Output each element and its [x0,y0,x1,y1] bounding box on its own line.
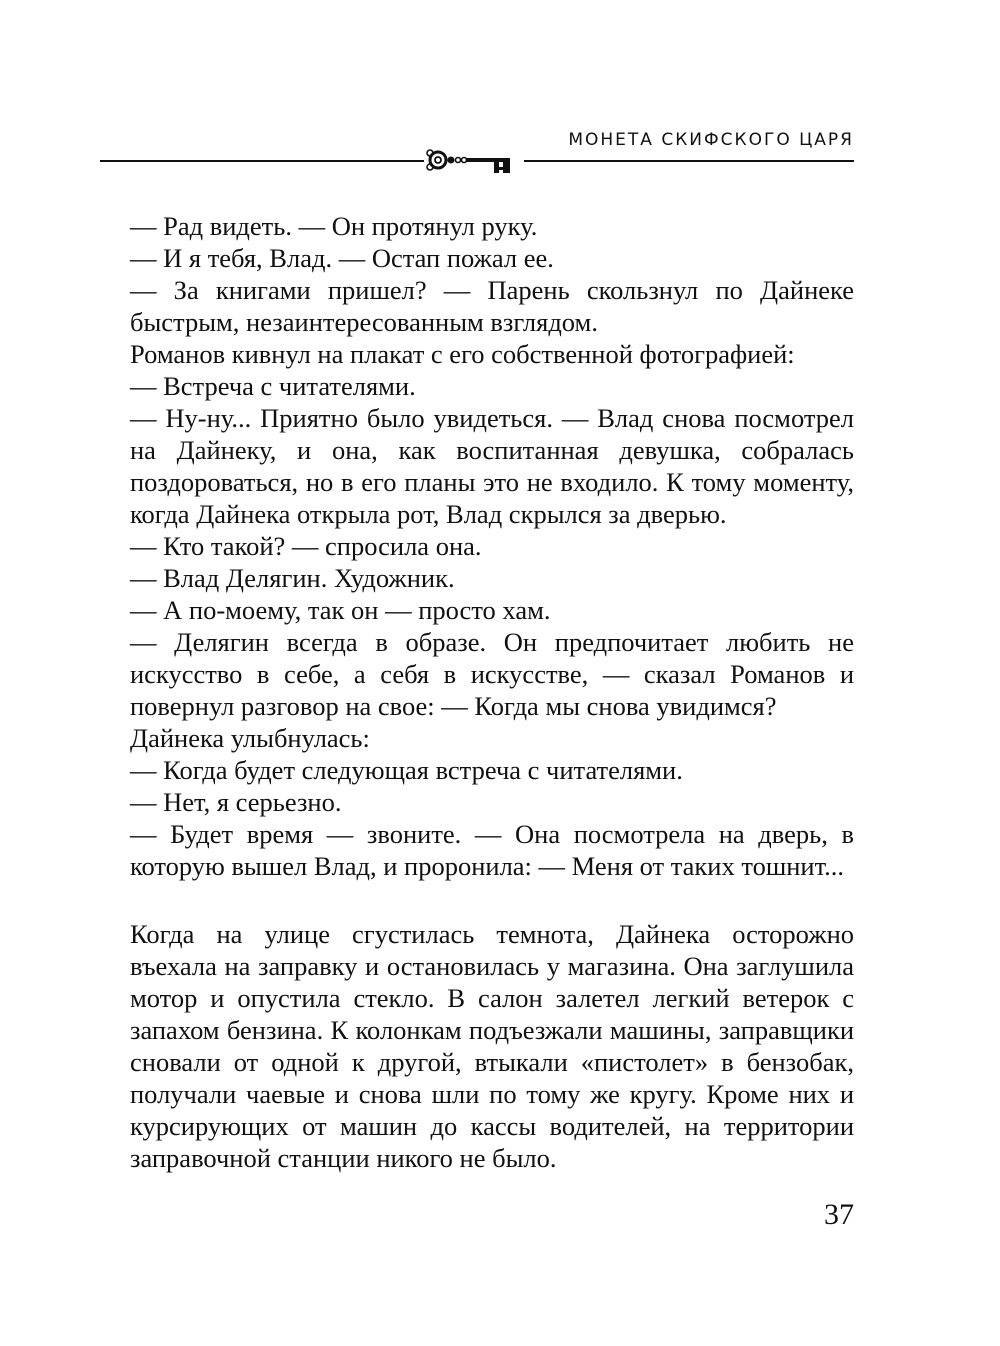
paragraph: — Встреча с читателями. [130,371,416,401]
paragraph: — А по-моему, так он — просто хам. [130,595,551,625]
paragraph: Романов кивнул на плакат с его собственной фотографией: [130,339,795,369]
paragraph: Дайнека улыбнулась: [130,723,370,753]
paragraph: — Влад Делягин. Художник. [130,563,455,593]
paragraph: — И я тебя, Влад. — Остап пожал ее. [130,243,554,273]
main-text-section-1 [130,210,854,882]
running-head: МОНЕТА СКИФСКОГО ЦАРЯ [568,130,854,150]
paragraph: — Рад видеть. — Он протянул руку. [130,211,538,241]
paragraph: — Ну-ну... Приятно было увидеться. — Влад снова посмотрел на Дайнеку, и она, как воспитанная девушка, собралась поздороваться, но в его планы это не входило. К тому моменту, когда Дайнека открыла рот, Влад скрылся за дверью. [130,403,854,529]
paragraph: — Нет, я серьезно. [130,787,342,817]
paragraph: — Кто такой? — спросила она. [130,531,482,561]
paragraph: Когда на улице сгустилась темнота, Дайнека осторожно въехала на заправку и остановилась у магазина. Она заглушила мотор и опустила стекло. В салон залетел легкий ветерок с запахом бензина. К колонкам подъезжали машины, заправщики сновали от одной к другой, втыкали «пистолет» в бензобак, получали чаевые и снова шли по тому же кругу. Кроме них и курсирующих от машин до кассы водителей, на территории заправочной станции никого не было. [130,919,854,1173]
page-number: 37 [824,1198,854,1231]
paragraph: — Делягин всегда в образе. Он предпочитает любить не искусство в себе, а себя в искусстве, — сказал Романов и повернул разговор на свое: — Когда мы снова увидимся? [130,627,854,721]
main-text-section-2 [130,918,854,1174]
paragraph: — За книгами пришел? — Парень скользнул по Дайнеке быстрым, незаинтересованным взглядом. [130,275,854,337]
paragraph: — Будет время — звоните. — Она посмотрела на дверь, в которую вышел Влад, и проронила: — Меня от таких тошнит... [130,819,854,881]
paragraph: — Когда будет следующая встреча с читателями. [130,755,683,785]
key-icon [424,145,524,177]
